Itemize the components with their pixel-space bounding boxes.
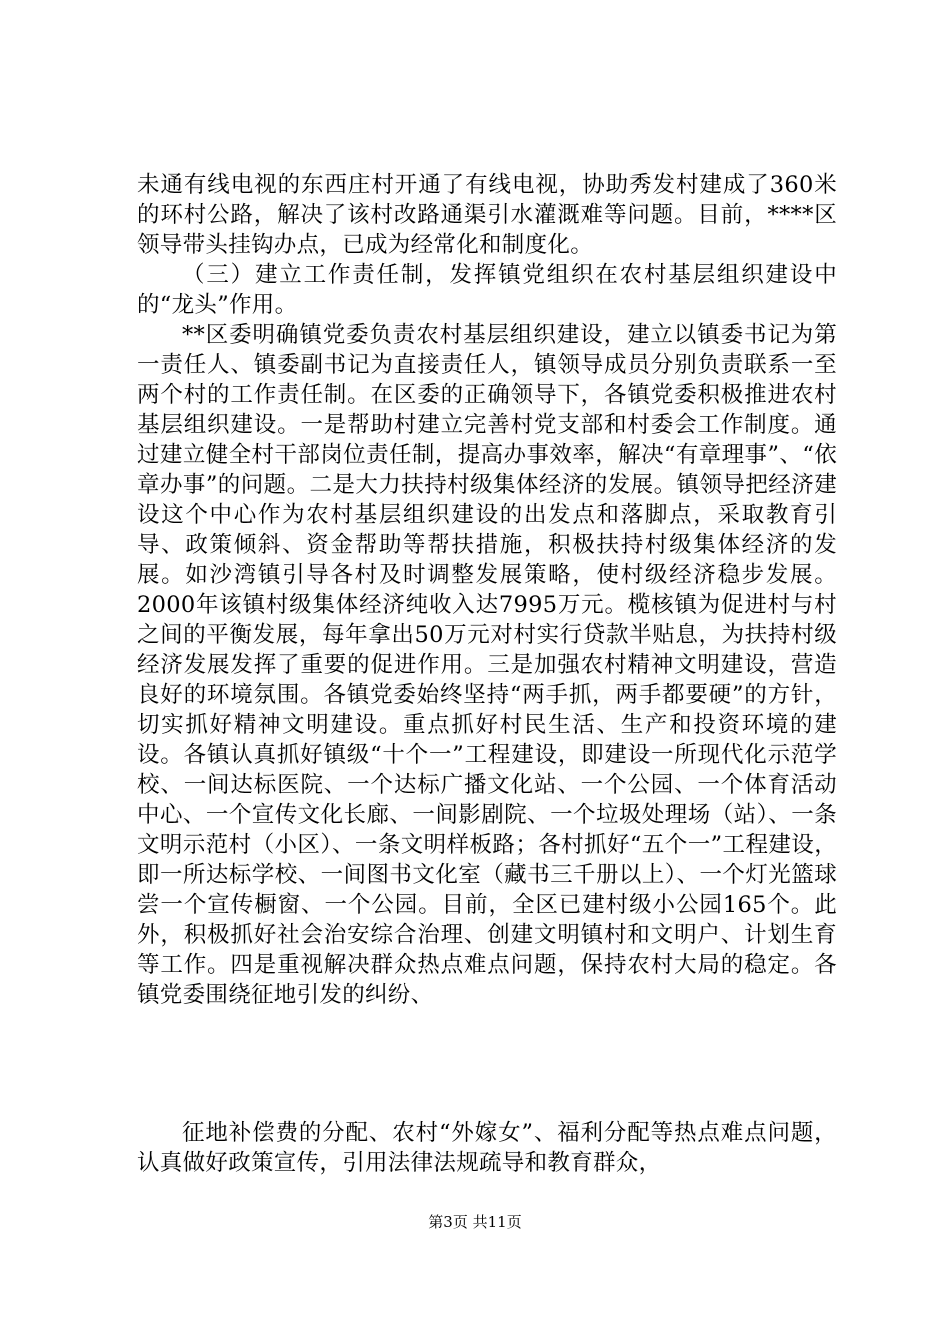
- continuation-text: [137, 1118, 837, 1178]
- paragraph-3: **区委明确镇党委负责农村基层组织建设，建立以镇委书记为第一责任人、镇委副书记为直接责任人，镇领导成员分别负责联系一至两个村的工作责任制。在区委的正确领导下，各镇党委积极推进农村基层组织建设。一是帮助村建立完善村党支部和村委会工作制度。通过建立健全村干部岗位责任制，提高办事效率，解决“有章理事”、“依章办事”的问题。二是大力扶持村级集体经济的发展。镇领导把经济建设这个中心作为农村基层组织建设的出发点和落脚点，采取教育引导、政策倾斜、资金帮助等帮扶措施，积极扶持村级集体经济的发展。如沙湾镇引导各村及时调整发展策略，使村级经济稳步发展。2000年该镇村级集体经济纯收入达7995万元。榄核镇为促进村与村之间的平衡发展，每年拿出50万元对村实行贷款半贴息，为扶持村级经济发展发挥了重要的促进作用。三是加强农村精神文明建设，营造良好的环境氛围。各镇党委始终坚持“两手抓，两手都要硬”的方针，切实抓好精神文明建设。重点抓好村民生活、生产和投资环境的建设。各镇认真抓好镇级“十个一”工程建设，即建设一所现代化示范学校、一间达标医院、一个达标广播文化站、一个公园、一个体育活动中心、一个宣传文化长廊、一间影剧院、一个垃圾处理场（站）、一条文明示范村（小区）、一条文明样板路；各村抓好“五个一”工程建设，即一所达标学校、一间图书文化室（藏书三千册以上）、一个灯光篮球尝一个宣传橱窗、一个公园。目前，全区已建村级小公园165个。此外，积极抓好社会治安综合治理、创建文明镇村和文明户、计划生育等工作。四是重视解决群众热点难点问题，保持农村大局的稳定。各镇党委围绕征地引发的纠纷、: [137, 322, 837, 1008]
- page-number-footer: 第3页 共11页: [428, 1213, 522, 1231]
- paragraph-2-heading: （三）建立工作责任制，发挥镇党组织在农村基层组织建设中的“龙头”作用。: [137, 262, 837, 318]
- body-text: [137, 170, 837, 1010]
- paragraph-1: 未通有线电视的东西庄村开通了有线电视，协助秀发村建成了360米的环村公路，解决了该村改路通渠引水灌溉难等问题。目前，****区领导带头挂钩办点，已成为经常化和制度化。: [137, 172, 837, 258]
- continuation-paragraph: 征地补偿费的分配、农村“外嫁女”、福利分配等热点难点问题，认真做好政策宣传，引用法律法规疏导和教育群众，: [137, 1120, 837, 1176]
